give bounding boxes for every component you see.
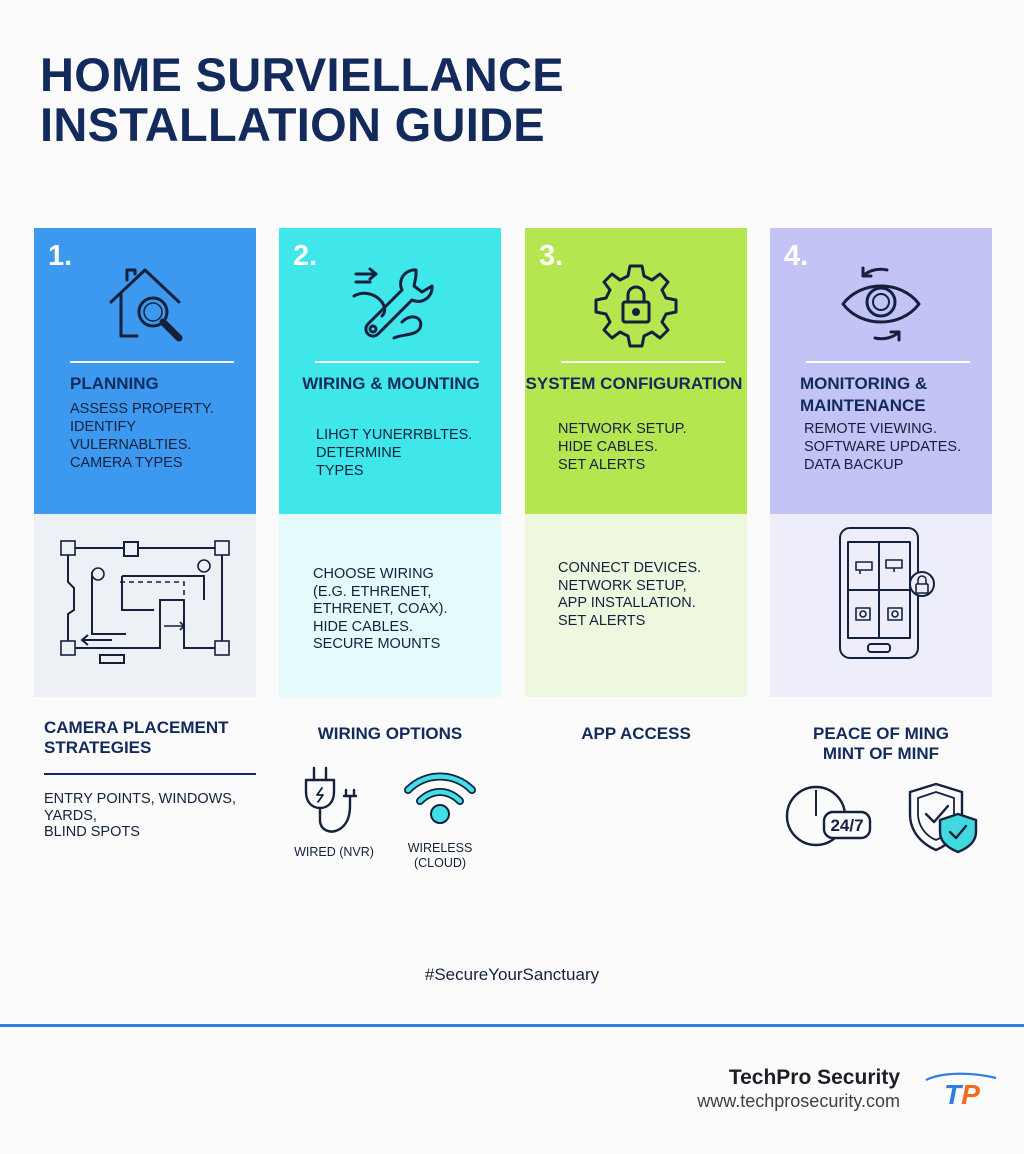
step-number: 1. [48, 240, 73, 272]
step-body-line: HIDE CABLES. [558, 439, 658, 455]
badge-24-7: 24/7 [830, 816, 864, 835]
detail-line: SECURE MOUNTS [313, 636, 441, 652]
step-card-bottom [525, 514, 747, 697]
step-body-line: DATA BACKUP [804, 457, 904, 473]
step-heading-line: WIRING [302, 374, 366, 393]
step-body [804, 420, 992, 474]
step-detail-text [313, 566, 448, 654]
section-title [44, 718, 266, 758]
section-wiring-options [279, 724, 501, 744]
section-peace-of-mind [770, 724, 992, 764]
step-body-line: IDENTIFY [70, 419, 137, 435]
step-heading-line: MONITORING & [800, 374, 928, 393]
logo-text: TP [944, 1079, 980, 1108]
step-card-top [279, 228, 501, 514]
clock-24-7-icon [784, 782, 876, 852]
section-camera-placement [44, 718, 266, 841]
step-body-line: NETWORK SETUP. [558, 421, 687, 437]
card-divider [806, 361, 970, 363]
brand-block [697, 1066, 900, 1112]
step-card-bottom [770, 514, 992, 697]
step-heading [281, 373, 501, 395]
step-heading-line: MAINTENANCE [800, 396, 926, 415]
card-divider [70, 361, 234, 363]
card-divider [561, 361, 725, 363]
shield-check-icon [906, 780, 982, 856]
section-app-access [525, 724, 747, 744]
section-title [525, 724, 747, 744]
step-card-configuration [525, 228, 747, 697]
step-body [558, 420, 747, 474]
detail-line: SET ALERTS [558, 612, 646, 629]
page-title [40, 50, 564, 150]
step-card-top [770, 228, 992, 514]
detail-line: CHOOSE WIRING [313, 566, 434, 582]
step-body-line: REMOTE VIEWING. [804, 421, 937, 437]
step-body-line: CAMERA TYPES [70, 455, 183, 471]
section-title-line: MINT OF MINF [822, 744, 940, 763]
detail-line: (E.G. ETHRENET, [313, 583, 432, 600]
step-card-monitoring [770, 228, 992, 697]
section-title-line: CAMERA PLACEMENT [44, 718, 229, 737]
step-heading-line: PLANNING [70, 374, 159, 393]
step-heading-line: SYSTEM [525, 374, 596, 393]
gear-lock-icon [588, 256, 684, 352]
hashtag: #SecureYourSanctuary [424, 965, 600, 984]
step-card-bottom [279, 514, 501, 697]
title-line-2: INSTALLATION GUIDE [40, 98, 545, 151]
step-card-top [525, 228, 747, 514]
title-line-1: HOME SURVIELLANCE [40, 48, 564, 101]
section-body [44, 791, 266, 841]
section-title-line: PEACE OF MING [812, 724, 949, 743]
brand-url[interactable]: www.techprosecurity.com [697, 1091, 900, 1111]
section-body-line: BLIND SPOTS [44, 824, 140, 840]
step-body-line: TYPES [316, 463, 364, 479]
wired-label: WIRED (NVR) [294, 845, 374, 859]
detail-line: NETWORK SETUP, [558, 577, 687, 594]
wifi-icon [402, 768, 478, 828]
wired-plug-icon [300, 764, 366, 836]
step-body-line: SOFTWARE UPDATES. [804, 439, 962, 455]
section-title-line: APP ACCESS [581, 724, 691, 743]
detail-line: HIDE CABLES. [313, 618, 413, 635]
step-card-wiring [279, 228, 501, 697]
step-number: 4. [784, 240, 809, 272]
step-heading-line: & MOUNTING [370, 374, 480, 393]
step-number: 2. [293, 240, 318, 272]
step-body-line: LIHGT YUNERRBLTES. [316, 427, 473, 443]
section-rule [44, 773, 256, 775]
step-heading [521, 373, 747, 395]
step-heading [800, 373, 992, 417]
eye-refresh-icon [833, 256, 929, 352]
smartphone-cameras-icon [770, 514, 992, 697]
section-body-line: YARDS, [44, 807, 97, 824]
logo-text-second-letter: P [961, 1079, 980, 1108]
card-divider [315, 361, 479, 363]
step-body [316, 426, 501, 480]
section-title [770, 724, 992, 764]
step-heading [70, 373, 256, 395]
step-card-planning [34, 228, 256, 697]
step-card-top [34, 228, 256, 514]
step-detail-text [558, 560, 701, 630]
house-search-icon [97, 256, 193, 352]
step-body [70, 400, 256, 472]
section-title [279, 724, 501, 744]
step-body-line: DETERMINE [316, 445, 402, 461]
step-heading-line: CONFIGURATION [600, 374, 743, 393]
brand-name: TechPro Security [728, 1066, 900, 1089]
step-card-bottom [34, 514, 256, 697]
wireless-label [392, 841, 488, 871]
section-title-line: STRATEGIES [44, 738, 152, 757]
detail-line: CONNECT DEVICES. [558, 560, 702, 576]
detail-line: ETHRENET, COAX). [313, 601, 448, 617]
wireless-label-line: (CLOUD) [413, 856, 467, 870]
techpro-logo-icon [922, 1072, 1002, 1108]
step-number: 3. [539, 240, 564, 272]
wireless-label-line: WIRELESS [407, 841, 473, 855]
detail-line: APP INSTALLATION. [558, 595, 696, 611]
wrench-cable-icon [342, 256, 438, 352]
step-body-line: SET ALERTS [558, 457, 646, 473]
footer-divider [0, 1024, 1024, 1027]
step-body-line: VULERNABLTIES. [70, 437, 192, 453]
section-title-line: WIRING OPTIONS [317, 724, 463, 743]
floor-plan-icon [34, 514, 256, 697]
step-body-line: ASSESS PROPERTY. [70, 401, 214, 417]
section-body-line: ENTRY POINTS, WINDOWS, [44, 791, 237, 807]
